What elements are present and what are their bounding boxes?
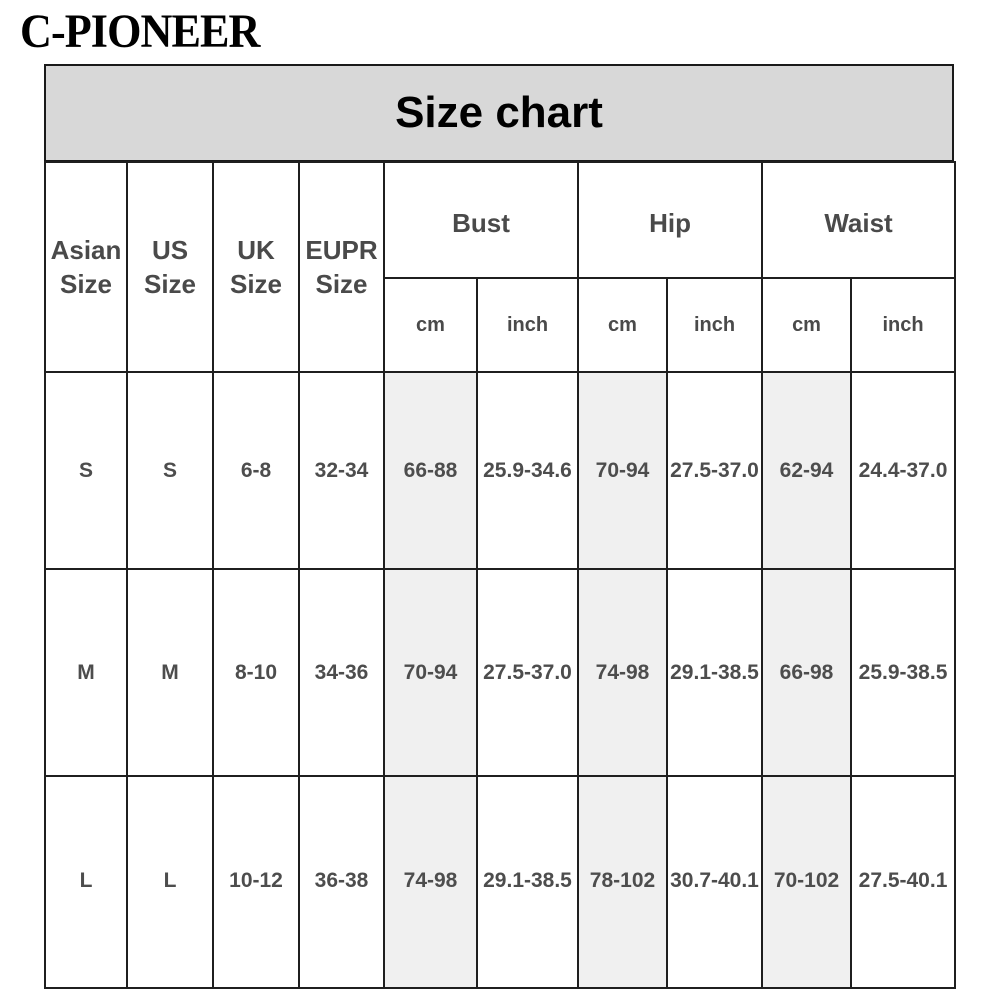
cell-hip-cm: 70-94	[578, 372, 667, 569]
cell-eupr-size: 36-38	[299, 776, 384, 988]
size-chart-title: Size chart	[44, 64, 954, 162]
cell-eupr-size: 32-34	[299, 372, 384, 569]
cell-bust-inch: 25.9-34.6	[477, 372, 578, 569]
brand-logo: C-PIONEER	[20, 5, 260, 58]
cell-hip-cm: 78-102	[578, 776, 667, 988]
cell-asian-size: M	[45, 569, 127, 776]
header-asian-size	[45, 162, 127, 372]
cell-asian-size: S	[45, 372, 127, 569]
header-line: Size	[143, 269, 197, 299]
table-row	[45, 569, 955, 776]
unit-bust-inch: inch	[477, 278, 578, 372]
cell-us-size: M	[127, 569, 213, 776]
header-us-size	[127, 162, 213, 372]
size-table	[44, 161, 956, 989]
header-line: EUPR	[305, 235, 378, 265]
unit-waist-inch: inch	[851, 278, 955, 372]
table-row	[45, 372, 955, 569]
cell-asian-size: L	[45, 776, 127, 988]
cell-bust-inch: 27.5-37.0	[477, 569, 578, 776]
table-row	[45, 776, 955, 988]
header-waist: Waist	[762, 162, 955, 278]
cell-hip-cm: 74-98	[578, 569, 667, 776]
cell-us-size: L	[127, 776, 213, 988]
cell-waist-cm: 70-102	[762, 776, 851, 988]
cell-waist-inch: 27.5-40.1	[851, 776, 955, 988]
cell-waist-inch: 24.4-37.0	[851, 372, 955, 569]
header-line: Size	[59, 269, 113, 299]
cell-waist-inch: 25.9-38.5	[851, 569, 955, 776]
size-chart	[44, 64, 954, 988]
cell-bust-cm: 74-98	[384, 776, 477, 988]
cell-us-size: S	[127, 372, 213, 569]
cell-hip-inch: 29.1-38.5	[667, 569, 762, 776]
unit-hip-cm: cm	[578, 278, 667, 372]
cell-waist-cm: 62-94	[762, 372, 851, 569]
cell-bust-cm: 70-94	[384, 569, 477, 776]
cell-hip-inch: 27.5-37.0	[667, 372, 762, 569]
unit-bust-cm: cm	[384, 278, 477, 372]
cell-bust-cm: 66-88	[384, 372, 477, 569]
unit-waist-cm: cm	[762, 278, 851, 372]
header-eupr-size	[299, 162, 384, 372]
header-line: UK	[237, 235, 275, 265]
cell-uk-size: 10-12	[213, 776, 299, 988]
cell-waist-cm: 66-98	[762, 569, 851, 776]
header-hip: Hip	[578, 162, 762, 278]
unit-hip-inch: inch	[667, 278, 762, 372]
cell-uk-size: 6-8	[213, 372, 299, 569]
cell-bust-inch: 29.1-38.5	[477, 776, 578, 988]
header-line: Size	[315, 269, 368, 299]
cell-eupr-size: 34-36	[299, 569, 384, 776]
header-uk-size	[213, 162, 299, 372]
header-line: Asian	[50, 235, 122, 265]
header-line: US	[151, 235, 189, 265]
cell-uk-size: 8-10	[213, 569, 299, 776]
header-line: Size	[229, 269, 283, 299]
header-bust: Bust	[384, 162, 578, 278]
cell-hip-inch: 30.7-40.1	[667, 776, 762, 988]
